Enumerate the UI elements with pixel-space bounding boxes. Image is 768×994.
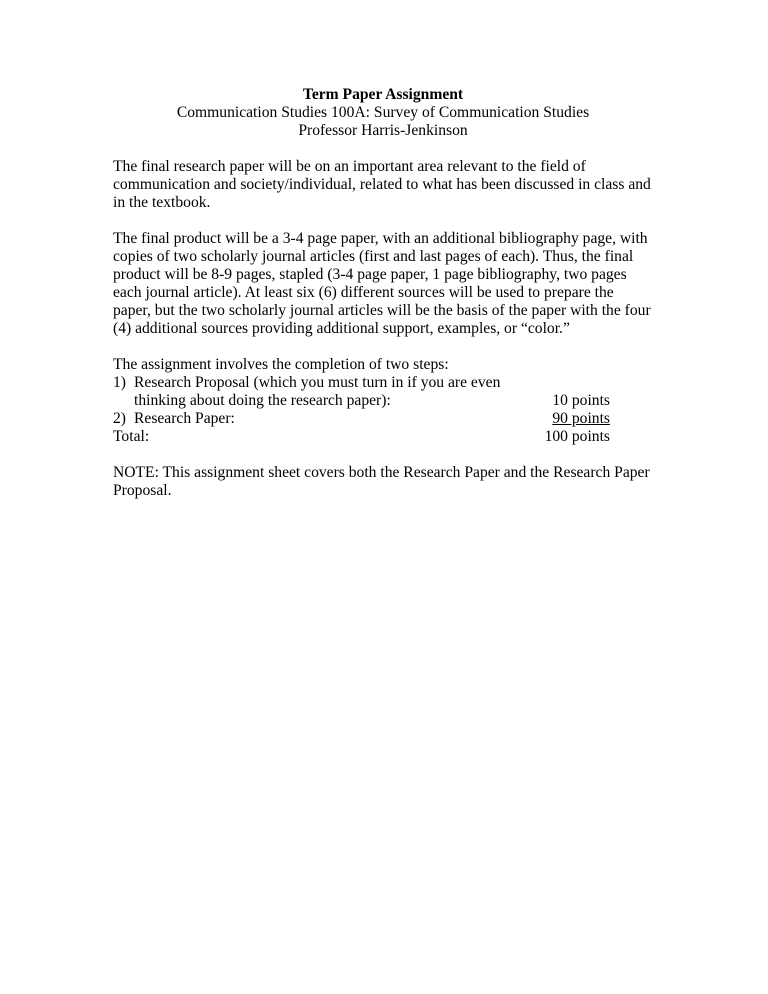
- step-2-number: 2): [113, 410, 126, 427]
- step-2-points: 90 points: [552, 410, 610, 427]
- step-1-text-line1: Research Proposal (which you must turn in if you are even: [134, 374, 501, 391]
- steps-list: [113, 374, 610, 446]
- document-header: [113, 86, 653, 140]
- professor-name: Professor Harris-Jenkinson: [298, 122, 468, 139]
- document-title: Term Paper Assignment: [302, 86, 464, 103]
- note-paragraph: NOTE: This assignment sheet covers both the Research Paper and the Research Paper Proposal.: [113, 464, 650, 499]
- step-1-points: 10 points: [552, 392, 610, 409]
- step-2-row: [113, 410, 610, 428]
- step-2-text: Research Paper:: [134, 410, 235, 427]
- document-page: [113, 86, 653, 518]
- steps-intro: The assignment involves the completion of two steps:: [113, 356, 449, 373]
- total-points: 100 points: [544, 428, 610, 445]
- product-paragraph: The final product will be a 3-4 page paper, with an additional bibliography page, with copies of two scholarly journal articles (first and last pages of each). Thus, the final product will be 8-9 pages, stapled (3-4 page paper, 1 page bibliography, two pages each journal article). At least six (6) different sources will be used to prepare the paper, but the two scholarly journal articles will be the basis of the paper with the four (4) additional sources providing additional support, examples, or “color.”: [113, 230, 651, 337]
- intro-paragraph: The final research paper will be on an important area relevant to the field of communication and society/individual, related to what has been discussed in class and in the textbook.: [113, 158, 651, 211]
- course-name: Communication Studies 100A: Survey of Communication Studies: [176, 104, 590, 121]
- total-row: [113, 428, 610, 446]
- step-1-row: [113, 374, 610, 392]
- total-label: Total:: [113, 428, 150, 445]
- step-1-text-line2: thinking about doing the research paper):: [134, 392, 391, 409]
- step-1-number: 1): [113, 374, 126, 391]
- step-1-row-continued: [113, 392, 610, 410]
